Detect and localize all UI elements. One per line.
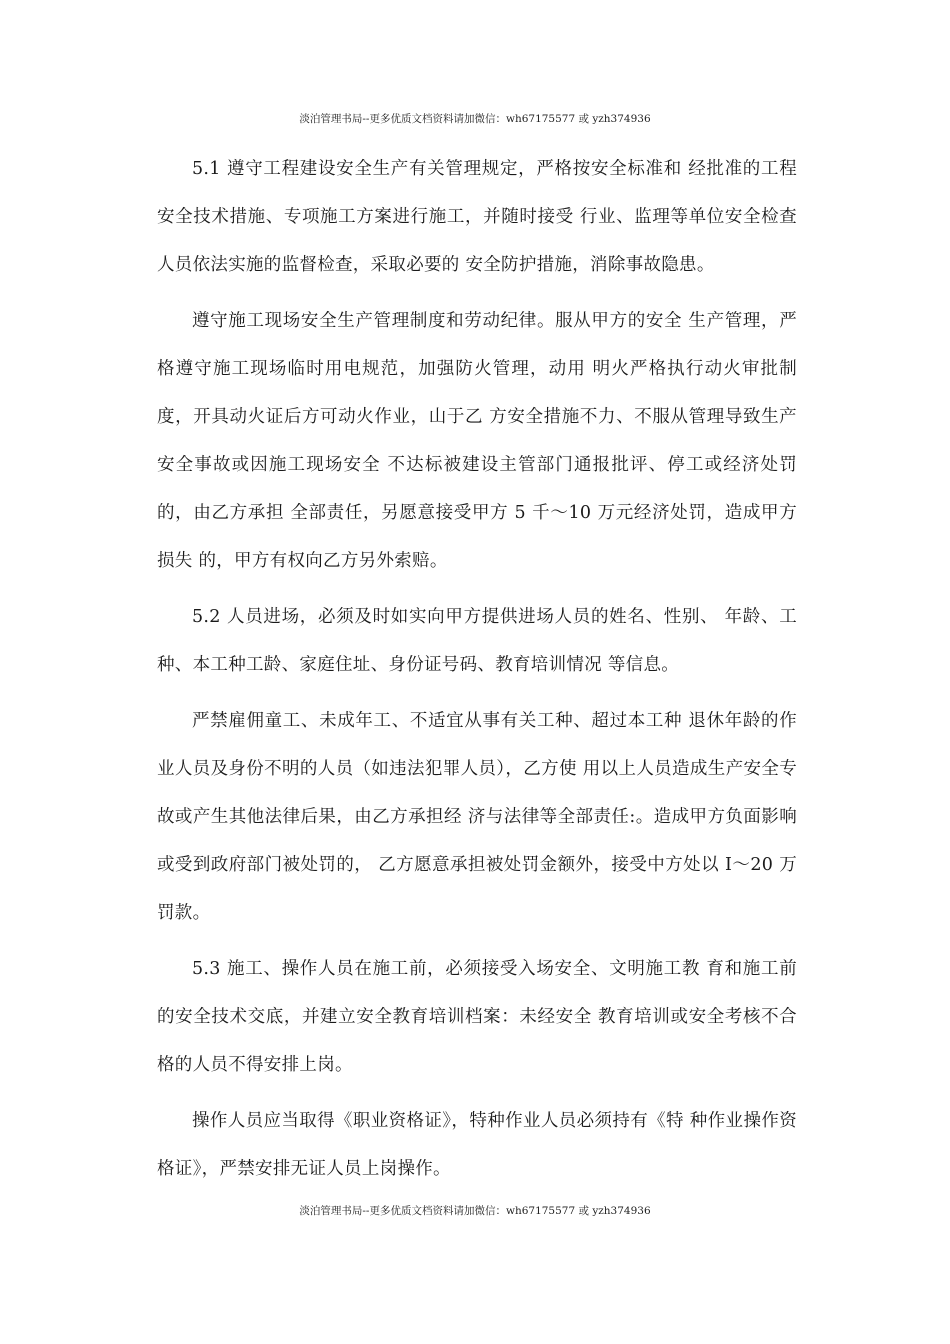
paragraph-5-3: 5.3 施工、操作人员在施工前，必须接受入场安全、文明施工教 育和施工前的安全技术交底，并建立安全教育培训档案：未经安全 教育培训或安全考核不合格的人员不得安排上岗。 bbox=[157, 959, 797, 1075]
paragraph-certificates: 操作人员应当取得《职业资格证》，特种作业人员必须持有《特 种作业操作资格证》，严禁安排无证人员上岗操作。 bbox=[157, 1111, 797, 1179]
page-footer-note: 淡泊管理书局--更多优质文档资料请加微信：wh67175577 或 yzh374936 bbox=[299, 1205, 651, 1217]
page-header-note: 淡泊管理书局--更多优质文档资料请加微信：wh67175577 或 yzh374936 bbox=[299, 113, 651, 125]
paragraph-site-discipline: 遵守施工现场安全生产管理制度和劳动纪律。服从甲方的安全 生产管理，严格遵守施工现场临时用电规范，加强防火管理，动用 明火严格执行动火审批制度，开具动火证后方可动火作业，山于乙 方安全措施不力、不服从管理导致生产安全事故或因施工现场安全 不达标被建设主管部门通报批评、停工或经济处罚的，由乙方承担 全部责任，另愿意接受甲方 5 千〜10 万元经济处罚，造成甲方损失 的，甲方有权向乙方另外索赔。 bbox=[157, 311, 797, 571]
paragraph-5-1: 5.1 遵守工程建设安全生产有关管理规定，严格按安全标准和 经批准的工程安全技术措施、专项施工方案进行施工，并随时接受 行业、监理等单位安全检查人员依法实施的监督检查，采取必要的 安全防护措施，消除事故隐患。 bbox=[157, 159, 797, 275]
paragraph-child-labor: 严禁雇佣童工、未成年工、不适宜从事有关工种、超过本工种 退休年龄的作业人员及身份不明的人员（如违法犯罪人员），乙方使 用以上人员造成生产安全专故或产生其他法律后果，由乙方承担经 济与法律等全部责任:。造成甲方负面影响或受到政府部门被处罚的， 乙方愿意承担被处罚金额外，接受中方处以 I〜20 万罚款。 bbox=[157, 711, 797, 923]
paragraph-5-2: 5.2 人员进场，必须及时如实向甲方提供进场人员的姓名、性别、 年龄、工种、本工种工龄、家庭住址、身份证号码、教育培训情况 等信息。 bbox=[157, 607, 797, 675]
document-body bbox=[157, 145, 797, 1201]
